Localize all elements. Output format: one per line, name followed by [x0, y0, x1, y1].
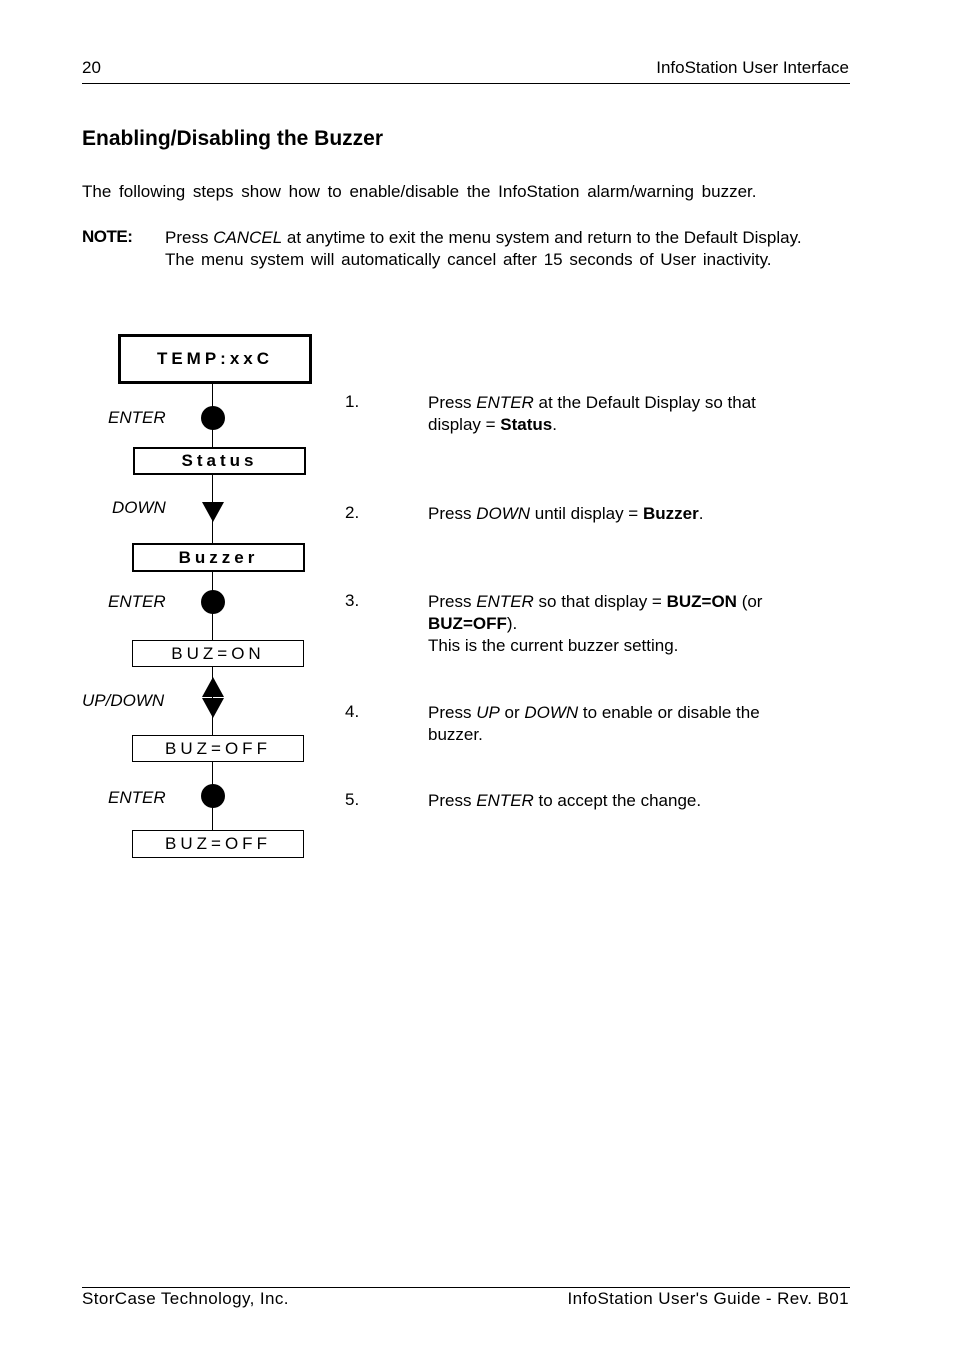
step-text-part: Press: [428, 791, 477, 810]
step-display-value: BUZ=OFF: [428, 614, 507, 633]
step-key: ENTER: [476, 791, 534, 810]
section-title: Enabling/Disabling the Buzzer: [82, 127, 384, 150]
step-text-part: display =: [428, 415, 501, 434]
lcd-display-buz-on-text: BUZ=ON: [171, 643, 265, 663]
step-key: UP: [476, 703, 500, 722]
step-text-part: ).: [506, 614, 518, 633]
step-display-value: Status: [500, 415, 553, 434]
lcd-display-buzzer-text: Buzzer: [178, 547, 259, 567]
step-text: [428, 702, 828, 746]
step-number: 1.: [345, 392, 360, 411]
lcd-display-temp: [118, 334, 312, 384]
footer-divider: [82, 1287, 850, 1288]
step-key: ENTER: [476, 592, 534, 611]
enter-key-icon: [201, 784, 225, 808]
enter-key-icon: [201, 406, 225, 430]
enter-key-icon: [201, 590, 225, 614]
up-arrow-icon: [202, 677, 224, 697]
step-text-part: This is the current buzzer setting.: [428, 636, 679, 655]
step-text-part: until display =: [530, 504, 643, 523]
step-number: 5.: [345, 790, 360, 809]
intro-paragraph: The following steps show how to enable/disable the InfoStation alarm/warning buzzer.: [82, 182, 757, 201]
header-divider: [82, 83, 850, 84]
key-label-up-down: UP/DOWN: [82, 691, 165, 710]
lcd-display-status: [133, 447, 306, 475]
step-key: DOWN: [524, 703, 579, 722]
key-label-enter-1: ENTER: [108, 408, 166, 427]
note-label: NOTE:: [82, 227, 133, 246]
step-text-part: so that display =: [533, 592, 667, 611]
step-text-part: Press: [428, 504, 477, 523]
step-text-part: .: [552, 415, 557, 434]
footer-company: StorCase Technology, Inc.: [82, 1289, 289, 1308]
step-number: 2.: [345, 503, 360, 522]
note-line2: The menu system will automatically cancel after 15 seconds of User inactivity.: [165, 250, 772, 269]
step-key: DOWN: [476, 504, 531, 523]
step-text-part: at the Default Display so that: [533, 393, 756, 412]
step-text-part: or: [499, 703, 525, 722]
footer-document-title: InfoStation User's Guide - Rev. B01: [567, 1289, 849, 1308]
lcd-display-buz-off: [132, 735, 304, 762]
page-number: 20: [82, 58, 101, 77]
lcd-display-buz-off-text: BUZ=OFF: [165, 738, 271, 758]
step-text-part: .: [698, 504, 704, 523]
lcd-display-buz-off-final-text: BUZ=OFF: [165, 834, 271, 853]
step-display-value: Buzzer: [642, 504, 699, 523]
note-text: [165, 227, 855, 271]
key-label-down: DOWN: [112, 498, 166, 517]
key-label-enter-3: ENTER: [108, 788, 166, 807]
down-arrow-icon: [202, 698, 224, 718]
key-label-enter-2: ENTER: [108, 592, 166, 611]
lcd-display-buzzer: [132, 543, 305, 572]
step-key: ENTER: [476, 393, 534, 412]
step-number: 3.: [345, 591, 360, 610]
step-number: 4.: [345, 702, 360, 721]
lcd-display-buz-on: [132, 640, 304, 667]
note-text-after: at anytime to exit the menu system and return to the Default Display.: [282, 228, 802, 247]
step-text-part: (or: [736, 592, 763, 611]
lcd-display-buz-off-final: [132, 830, 304, 858]
step-text-part: to enable or disable the: [578, 703, 760, 722]
lcd-display-temp-text: TEMP:xxC: [156, 349, 274, 368]
step-text: [428, 591, 828, 657]
down-arrow-icon: [202, 502, 224, 522]
step-text-part: Press: [428, 703, 477, 722]
lcd-display-status-text: Status: [181, 451, 258, 470]
note-key: CANCEL: [213, 228, 283, 247]
step-display-value: BUZ=ON: [666, 592, 737, 611]
running-header-title: InfoStation User Interface: [656, 58, 849, 77]
step-text: [428, 790, 828, 812]
step-text-part: Press: [428, 393, 477, 412]
step-text-part: buzzer.: [428, 725, 483, 744]
step-text-part: Press: [428, 592, 477, 611]
step-text: [428, 392, 828, 436]
note-text-before: Press: [165, 228, 214, 247]
step-text: [428, 503, 828, 525]
step-text-part: to accept the change.: [533, 791, 702, 810]
